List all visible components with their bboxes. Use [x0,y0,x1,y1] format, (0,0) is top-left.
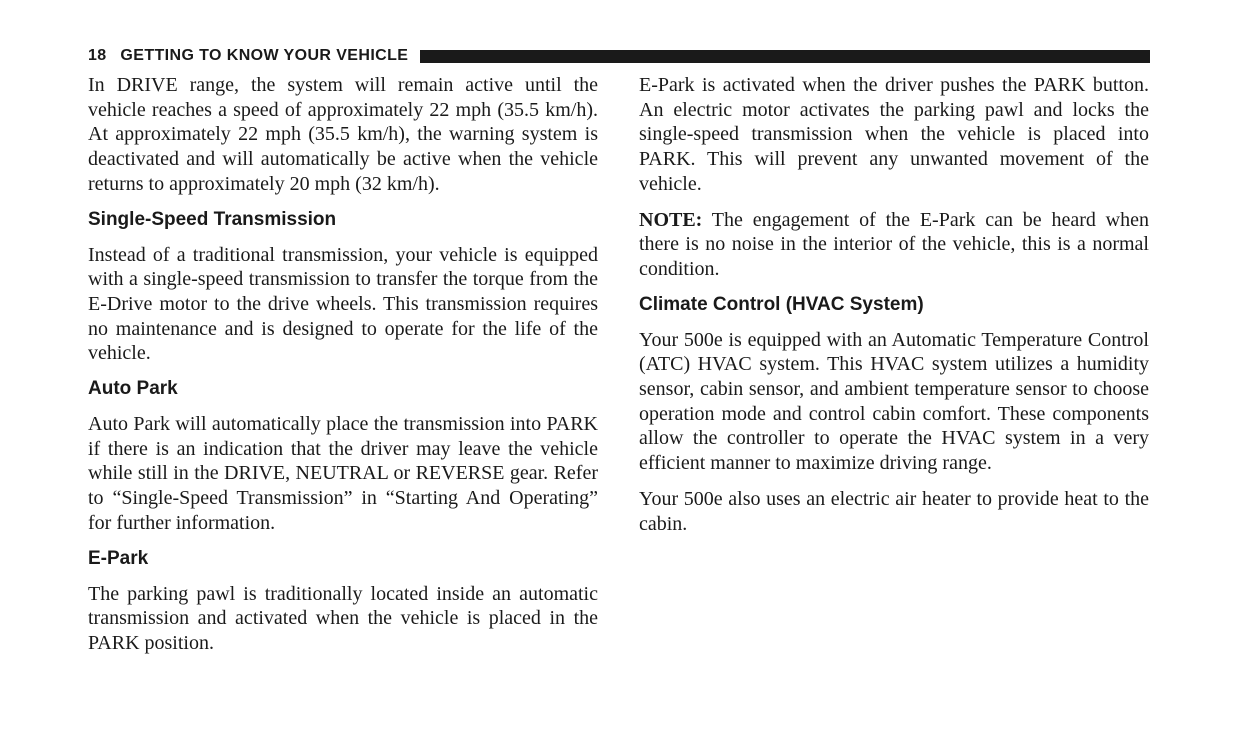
right-column [639,73,1149,547]
e-park-continued-paragraph: E-Park is activated when the driver pushes the PARK button. An electric motor activates the parking pawl and locks the single-speed transmission when the vehicle is placed into PARK. This will prevent any unwanted movement of the vehicle. [639,74,1149,195]
e-park-paragraph: The parking pawl is traditionally located inside an automatic transmission and activated when the vehicle is placed in the PARK position. [88,582,598,654]
header-rule [420,50,1150,63]
note-text: The engagement of the E-Park can be heard when there is no noise in the interior of the vehicle, this is a normal condition. [639,208,1149,280]
page-number: 18 [88,47,107,64]
note-label: NOTE: [639,208,703,231]
single-speed-transmission-heading: Single-Speed Transmission [88,208,337,230]
single-speed-transmission-paragraph: Instead of a traditional transmission, your vehicle is equipped with a single-speed transmission to transfer the torque from the E-Drive motor to the drive wheels. This transmission requires no maintenance and is designed to operate for the life of the vehicle. [88,243,598,365]
e-park-heading: E-Park [88,547,149,569]
left-column [88,73,598,667]
page-header [88,44,1150,68]
auto-park-paragraph: Auto Park will automatically place the transmission into PARK if there is an indication that the driver may leave the vehicle while still in the DRIVE, NEUTRAL or REVERSE gear. Refer to “Single-Speed Transmission” in “Starting And Operating” for further information. [88,413,598,534]
climate-control-paragraph-2: Your 500e also uses an electric air heater to provide heat to the cabin. [639,487,1149,535]
climate-control-paragraph-1: Your 500e is equipped with an Automatic Temperature Control (ATC) HVAC system. This HVAC system utilizes a humidity sensor, cabin sensor, and ambient temperature sensor to choose operation mode and control cabin comfort. These components allow the controller to operate the HVAC system in a very efficient manner to maximize driving range. [639,328,1149,475]
intro-paragraph: In DRIVE range, the system will remain active until the vehicle reaches a speed of approximately 22 mph (35.5 km/h). At approximately 22 mph (35.5 km/h), the warning system is deactivated and will automatically be active when the vehicle returns to approximately 20 mph (32 km/h). [88,74,598,195]
section-title: GETTING TO KNOW YOUR VEHICLE [120,47,409,64]
climate-control-heading: Climate Control (HVAC System) [639,293,924,315]
auto-park-heading: Auto Park [88,378,178,400]
note-paragraph [639,208,1149,282]
